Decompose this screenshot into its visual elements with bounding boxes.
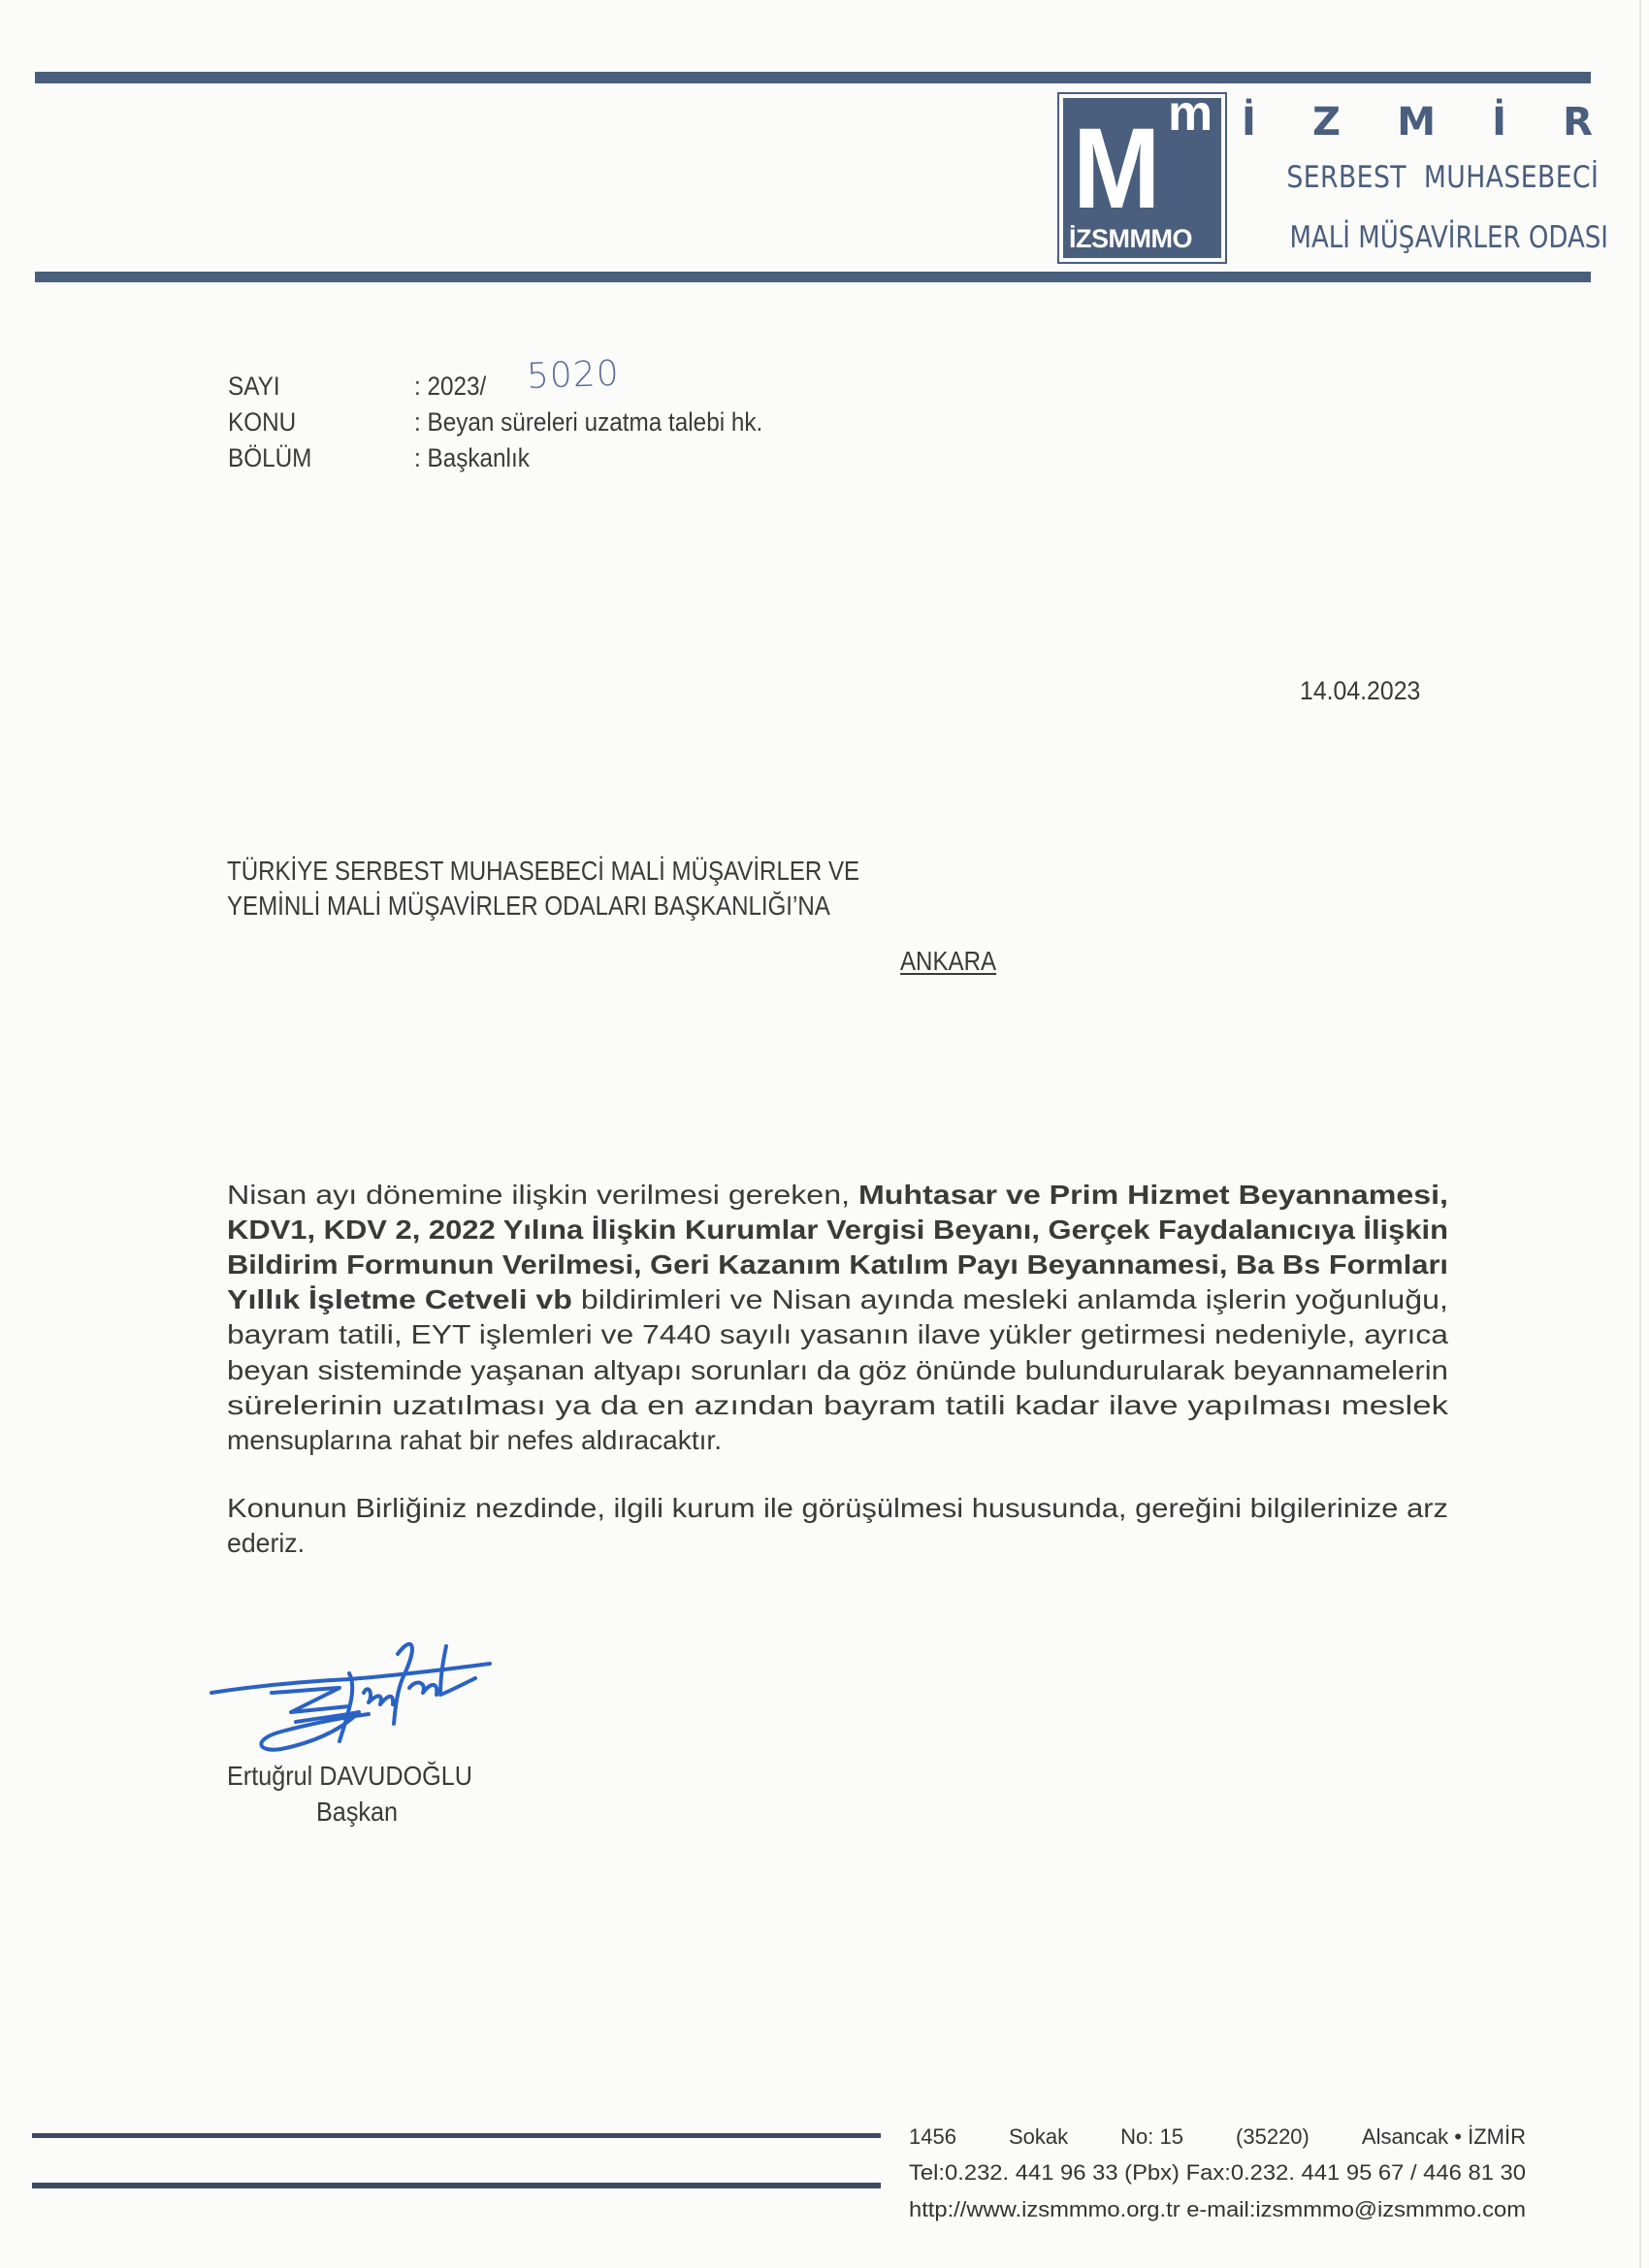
konu-value: : Beyan süreleri uzatma talebi hk.: [414, 407, 763, 437]
body-line: mensuplarına rahat bir nefes aldıracaktır.: [227, 1425, 722, 1455]
body-line: [227, 1213, 1448, 1247]
logo-main-letter: M: [1073, 105, 1161, 233]
signature-scribble: [204, 1635, 495, 1761]
page-edge: [1639, 0, 1641, 2268]
city-letter: İ: [1242, 100, 1256, 145]
body-line: [227, 1282, 1448, 1317]
city-letter: Z: [1312, 100, 1342, 145]
body-text: Nisan ayı dönemine ilişkin verilmesi gereken,: [227, 1180, 858, 1210]
signatory-title: Başkan: [316, 1797, 399, 1827]
recipient-line2: YEMİNLİ MALİ MÜŞAVİRLER ODALARI BAŞKANLIĞI’NA: [227, 891, 830, 921]
body-line: beyan sisteminde yaşanan altyapı sorunları da göz önünde bulundurularak beyannamelerin: [227, 1355, 1448, 1385]
footer-address: [909, 2124, 1526, 2150]
footer-address-part: No: 15: [1120, 2124, 1183, 2149]
footer-address-part: Sokak: [1008, 2124, 1069, 2149]
footer-address-part: 1456: [909, 2124, 956, 2149]
org-name-line1: SERBEST MUHASEBECİ: [1286, 160, 1600, 195]
sayi-value: : 2023/: [414, 372, 487, 401]
konu-label: KONU: [228, 407, 297, 437]
org-name-line2: MALİ MÜŞAVİRLER ODASI: [1289, 220, 1608, 255]
organization-logo: [1057, 85, 1227, 264]
footer-rule-bottom: [32, 2183, 881, 2188]
header-top-rule: [35, 72, 1591, 83]
body-text-bold: KDV1, KDV 2, 2022 Yılına İlişkin Kurumlar Vergisi Beyanı, Gerçek Faydalanıcıya İlişkin: [227, 1215, 1448, 1245]
letter-date: 14.04.2023: [1300, 676, 1421, 705]
logo-superscript: m: [1168, 85, 1213, 142]
sayi-label: SAYI: [228, 372, 280, 401]
header-bottom-rule: [35, 272, 1591, 282]
body-line: [227, 1247, 1448, 1282]
signatory-name: Ertuğrul DAVUDOĞLU: [227, 1761, 472, 1791]
body-line: ederiz.: [227, 1528, 305, 1558]
body-line: [227, 1178, 1448, 1213]
sayi-handwritten-number: 5020: [526, 353, 621, 397]
body-line: sürelerinin uzatılması ya da en azından bayram tatili kadar ilave yapılması meslek: [227, 1390, 1448, 1420]
city-letter: İ: [1492, 100, 1507, 145]
body-text-bold: Yıllık İşletme Cetveli vb: [227, 1284, 572, 1314]
bolum-value: : Başkanlık: [414, 443, 530, 472]
body-text-bold: Muhtasar ve Prim Hizmet Beyannamesi,: [857, 1180, 1448, 1210]
footer-rule-top: [32, 2133, 881, 2138]
logo-background: [1063, 85, 1221, 258]
logo-abbreviation: İZSMMMO: [1069, 224, 1192, 253]
footer-address-part: (35220): [1236, 2124, 1310, 2149]
body-text-bold: Bildirim Formunun Verilmesi, Geri Kazanım Katılım Payı Beyannamesi, Ba Bs Formları: [227, 1249, 1448, 1280]
org-city-name: [1242, 99, 1593, 146]
footer-web-email: http://www.izsmmmo.org.tr e-mail:izsmmmo@izsmmmo.com: [909, 2197, 1526, 2221]
recipient-line1: TÜRKİYE SERBEST MUHASEBECİ MALİ MÜŞAVİRLER VE: [227, 856, 860, 886]
recipient-city: ANKARA: [900, 946, 997, 976]
city-letter: M: [1397, 100, 1436, 145]
body-line: Konunun Birliğiniz nezdinde, ilgili kurum ile görüşülmesi hususunda, gereğini bilgilerinize arz: [227, 1493, 1448, 1523]
body-text: bildirimleri ve Nisan ayında mesleki anlamda işlerin yoğunluğu,: [571, 1284, 1448, 1314]
city-letter: R: [1563, 100, 1593, 145]
footer-phone: Tel:0.232. 441 96 33 (Pbx) Fax:0.232. 441 95 67 / 446 81 30: [909, 2160, 1526, 2185]
footer-address-part: Alsancak • İZMİR: [1361, 2124, 1526, 2149]
recipient-address: [227, 854, 859, 923]
body-line: bayram tatili, EYT işlemleri ve 7440 sayılı yasanın ilave yükler getirmesi nedeniyle, ayrıca: [227, 1319, 1448, 1349]
bolum-label: BÖLÜM: [228, 443, 312, 472]
